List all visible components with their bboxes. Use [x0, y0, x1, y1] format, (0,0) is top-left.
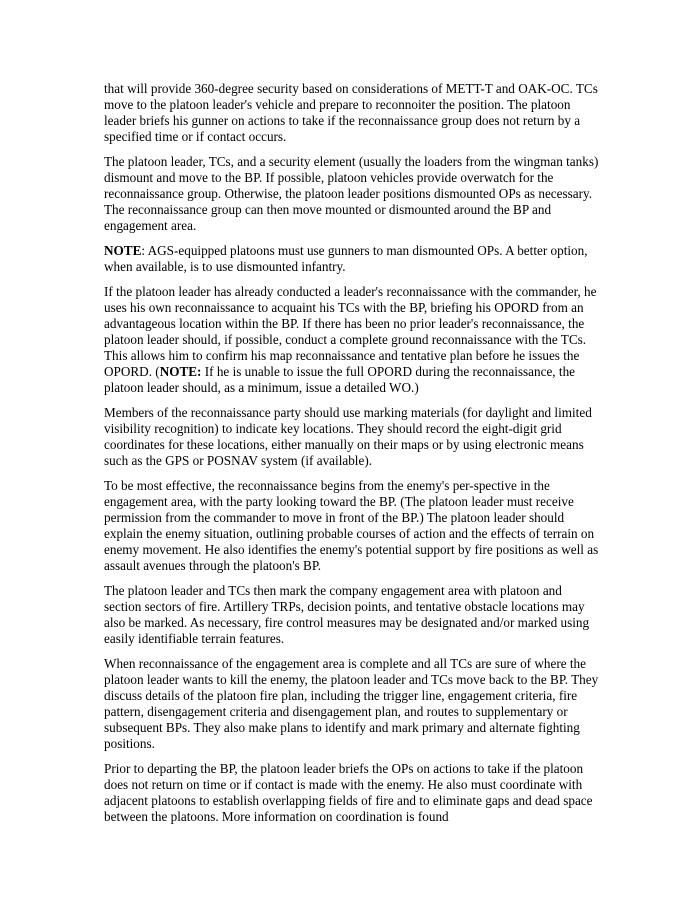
paragraph-text: Members of the reconnaissance party should use marking materials (for daylight and limited visibility recognition) to indicate key locations. They should record the eight-digit grid coordinates for these locations, either manually on their maps or by using electronic means such as the GPS or POSNAV system (if available).: [104, 404, 592, 468]
note-label: NOTE: [104, 242, 142, 258]
paragraph-text-after-note: If he is unable to issue the full OPORD during the reconnaissance, the platoon leader should, as a minimum, issue a detailed WO.): [104, 364, 576, 396]
paragraph-text: : AGS-equipped platoons must use gunners to man dismounted OPs. A better option, when available, is to use dismounted infantry.: [104, 242, 588, 274]
paragraph-sectors-of-fire: [104, 583, 601, 647]
paragraph-coordination: [104, 761, 601, 825]
paragraph-text: The platoon leader, TCs, and a security element (usually the loaders from the wingman tanks) dismount and move to the BP. If possible, platoon vehicles provide overwatch for the reconnaissance group. Otherwise, the platoon leader positions dismounted OPs as necessary. The reconnaissance group can then move mounted or dismounted around the BP and engagement area.: [104, 153, 599, 234]
paragraph-dismount: [104, 154, 601, 234]
paragraph-note-ags: [104, 243, 601, 275]
note-label: NOTE:: [159, 364, 202, 379]
paragraph-text: When reconnaissance of the engagement area is complete and all TCs are sure of where the platoon leader wants to kill the enemy, the platoon leader and TCs move back to the BP. They discuss details of the platoon fire plan, including the trigger line, engagement criteria, fire pattern, disengagement criteria and disengagement plan, and routes to supplementary or subsequent BPs. They also make plans to identify and mark primary and alternate fighting positions.: [104, 655, 599, 751]
paragraph-text: The platoon leader and TCs then mark the company engagement area with platoon and section sectors of fire. Artillery TRPs, decision points, and tentative obstacle locations may also be marked. As necessary, fire control measures may be designated and/or marked using easily identifiable terrain features.: [104, 582, 590, 646]
paragraph-text: To be most effective, the reconnaissance begins from the enemy's per-spective in the engagement area, with the party looking toward the BP. (The platoon leader must receive permission from the commander to move in front of the BP.) The platoon leader should explain the enemy situation, outlining probable courses of action and the effects of terrain on enemy movement. He also identifies the enemy's potential support by fire positions as well as assault avenues through the platoon's BP.: [104, 477, 599, 574]
paragraph-marking-materials: [104, 405, 601, 469]
paragraph-fire-plan: [104, 656, 601, 753]
paragraph-leaders-recon: [104, 284, 601, 397]
paragraph-text: that will provide 360-degree security based on considerations of METT-T and OAK-OC. TCs move to the platoon leader's vehicle and prepare to reconnoiter the position. The platoon leader briefs his gunner on actions to take if the reconnaissance group does not return by a specified time or if contact occurs.: [104, 81, 598, 145]
document-page: [104, 81, 601, 833]
paragraph-enemy-perspective: [104, 478, 601, 575]
paragraph-text: If the platoon leader has already conducted a leader's reconnaissance with the commander, he uses his own reconnaissance to acquaint his TCs with the BP, briefing his OPORD from an advantageous location within the BP. If there has been no prior leader's reconnaissance, the platoon leader should, if possible, conduct a complete ground reconnaissance with the TCs. This allows him to confirm his map reconnaissance and tentative plan before he issues the OPORD. (: [104, 283, 597, 379]
paragraph-text: Prior to departing the BP, the platoon leader briefs the OPs on actions to take if the platoon does not return on time or if contact is made with the enemy. He also must coordinate with adjacent platoons to establish overlapping fields of fire and to eliminate gaps and dead space between the platoons. More information on coordination is found: [104, 760, 593, 824]
paragraph-security: [104, 81, 601, 145]
